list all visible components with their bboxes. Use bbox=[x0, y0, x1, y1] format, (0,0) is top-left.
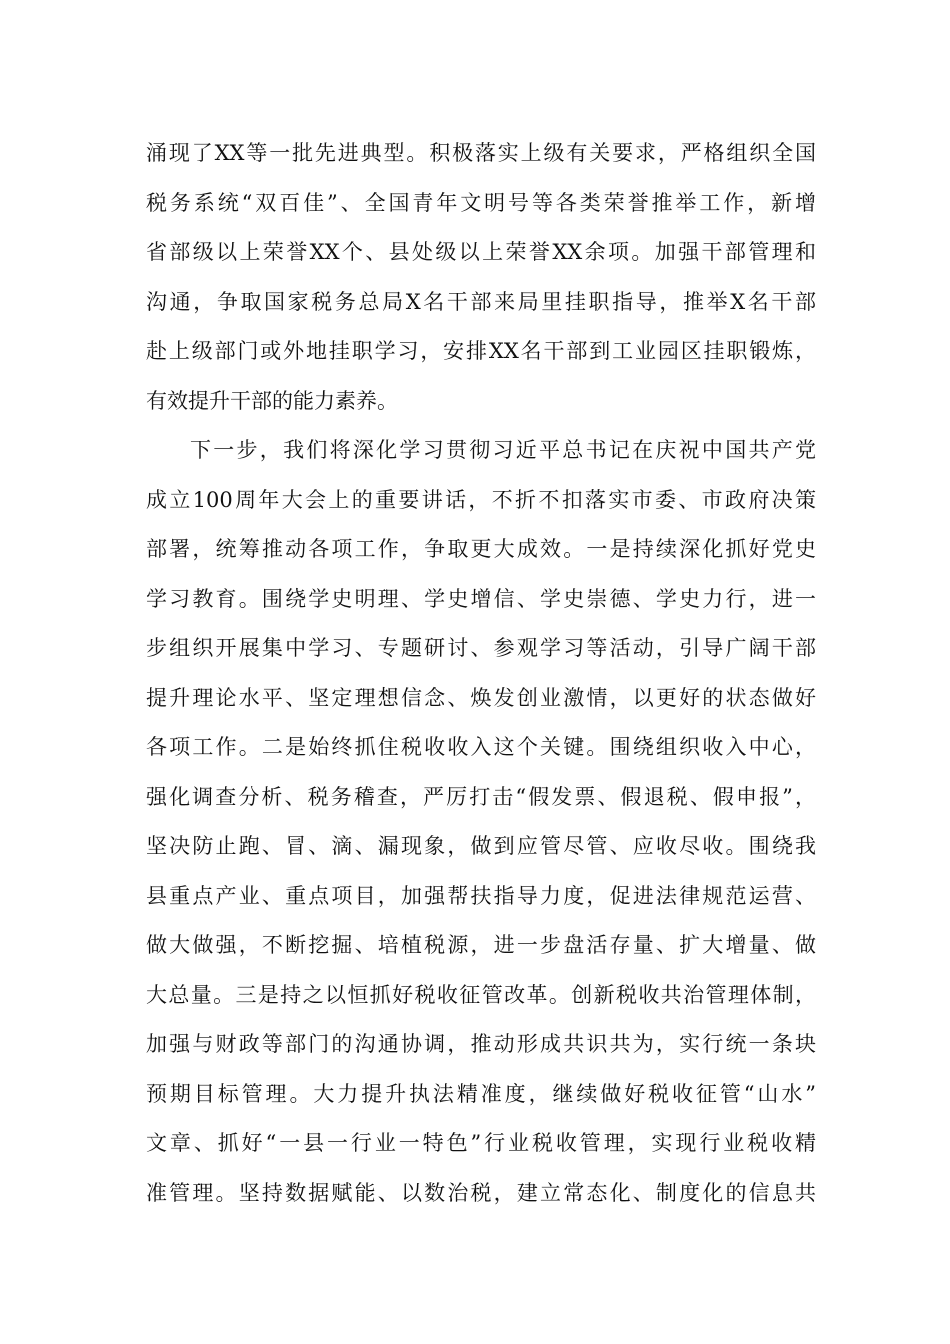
text-line: 学习教育。围绕学史明理、学史增信、学史崇德、学史力行，进一 bbox=[146, 586, 816, 611]
text-line: 涌现了XX等一批先进典型。积极落实上级有关要求，严格组织全国 bbox=[146, 141, 816, 165]
text-line: 各项工作。二是始终抓住税收收入这个关键。围绕组织收入中心， bbox=[146, 735, 816, 759]
text-line: 大总量。三是持之以恒抓好税收征管改革。创新税收共治管理体制， bbox=[146, 982, 816, 1007]
text-line: 提升理论水平、坚定理想信念、焕发创业激情，以更好的状态做好 bbox=[146, 685, 816, 710]
text-line: 准管理。坚持数据赋能、以数治税，建立常态化、制度化的信息共 bbox=[146, 1180, 816, 1205]
text-line: 部署，统筹推动各项工作，争取更大成效。一是持续深化抓好党史 bbox=[146, 537, 816, 561]
text-line: 县重点产业、重点项目，加强帮扶指导力度，促进法律规范运营、 bbox=[146, 883, 816, 908]
text-line: 做大做强，不断挖掘、培植税源，进一步盘活存量、扩大增量、做 bbox=[146, 933, 816, 957]
text-line: 步组织开展集中学习、专题研讨、参观学习等活动，引导广阔干部 bbox=[146, 636, 816, 660]
text-line: 有效提升干部的能力素养。 bbox=[146, 388, 398, 413]
text-line: 省部级以上荣誉XX个、县处级以上荣誉XX余项。加强干部管理和 bbox=[146, 240, 816, 264]
text-line: 预期目标管理。大力提升执法精准度，继续做好税收征管“山水” bbox=[146, 1081, 816, 1106]
text-line: 成立100周年大会上的重要讲话，不折不扣落实市委、市政府决策 bbox=[146, 487, 816, 512]
text-line: 沟通，争取国家税务总局X名干部来局里挂职指导，推举X名干部 bbox=[146, 289, 816, 314]
text-line: 文章、抓好“一县一行业一特色”行业税收管理，实现行业税收精 bbox=[146, 1131, 816, 1155]
text-line: 税务系统“双百佳”、全国青年文明号等各类荣誉推举工作，新增 bbox=[146, 190, 816, 215]
body-text bbox=[146, 132, 816, 1221]
text-line: 赴上级部门或外地挂职学习，安排XX名干部到工业园区挂职锻炼， bbox=[146, 339, 816, 363]
text-line: 强化调查分析、税务稽查，严厉打击“假发票、假退税、假申报”， bbox=[146, 784, 816, 809]
text-line: 加强与财政等部门的沟通协调，推动形成共识共为，实行统一条块 bbox=[146, 1032, 816, 1056]
paragraph-first-line: 下一步，我们将深化学习贯彻习近平总书记在庆祝中国共产党 bbox=[190, 438, 816, 462]
text-line: 坚决防止跑、冒、滴、漏现象，做到应管尽管、应收尽收。围绕我 bbox=[146, 834, 816, 858]
